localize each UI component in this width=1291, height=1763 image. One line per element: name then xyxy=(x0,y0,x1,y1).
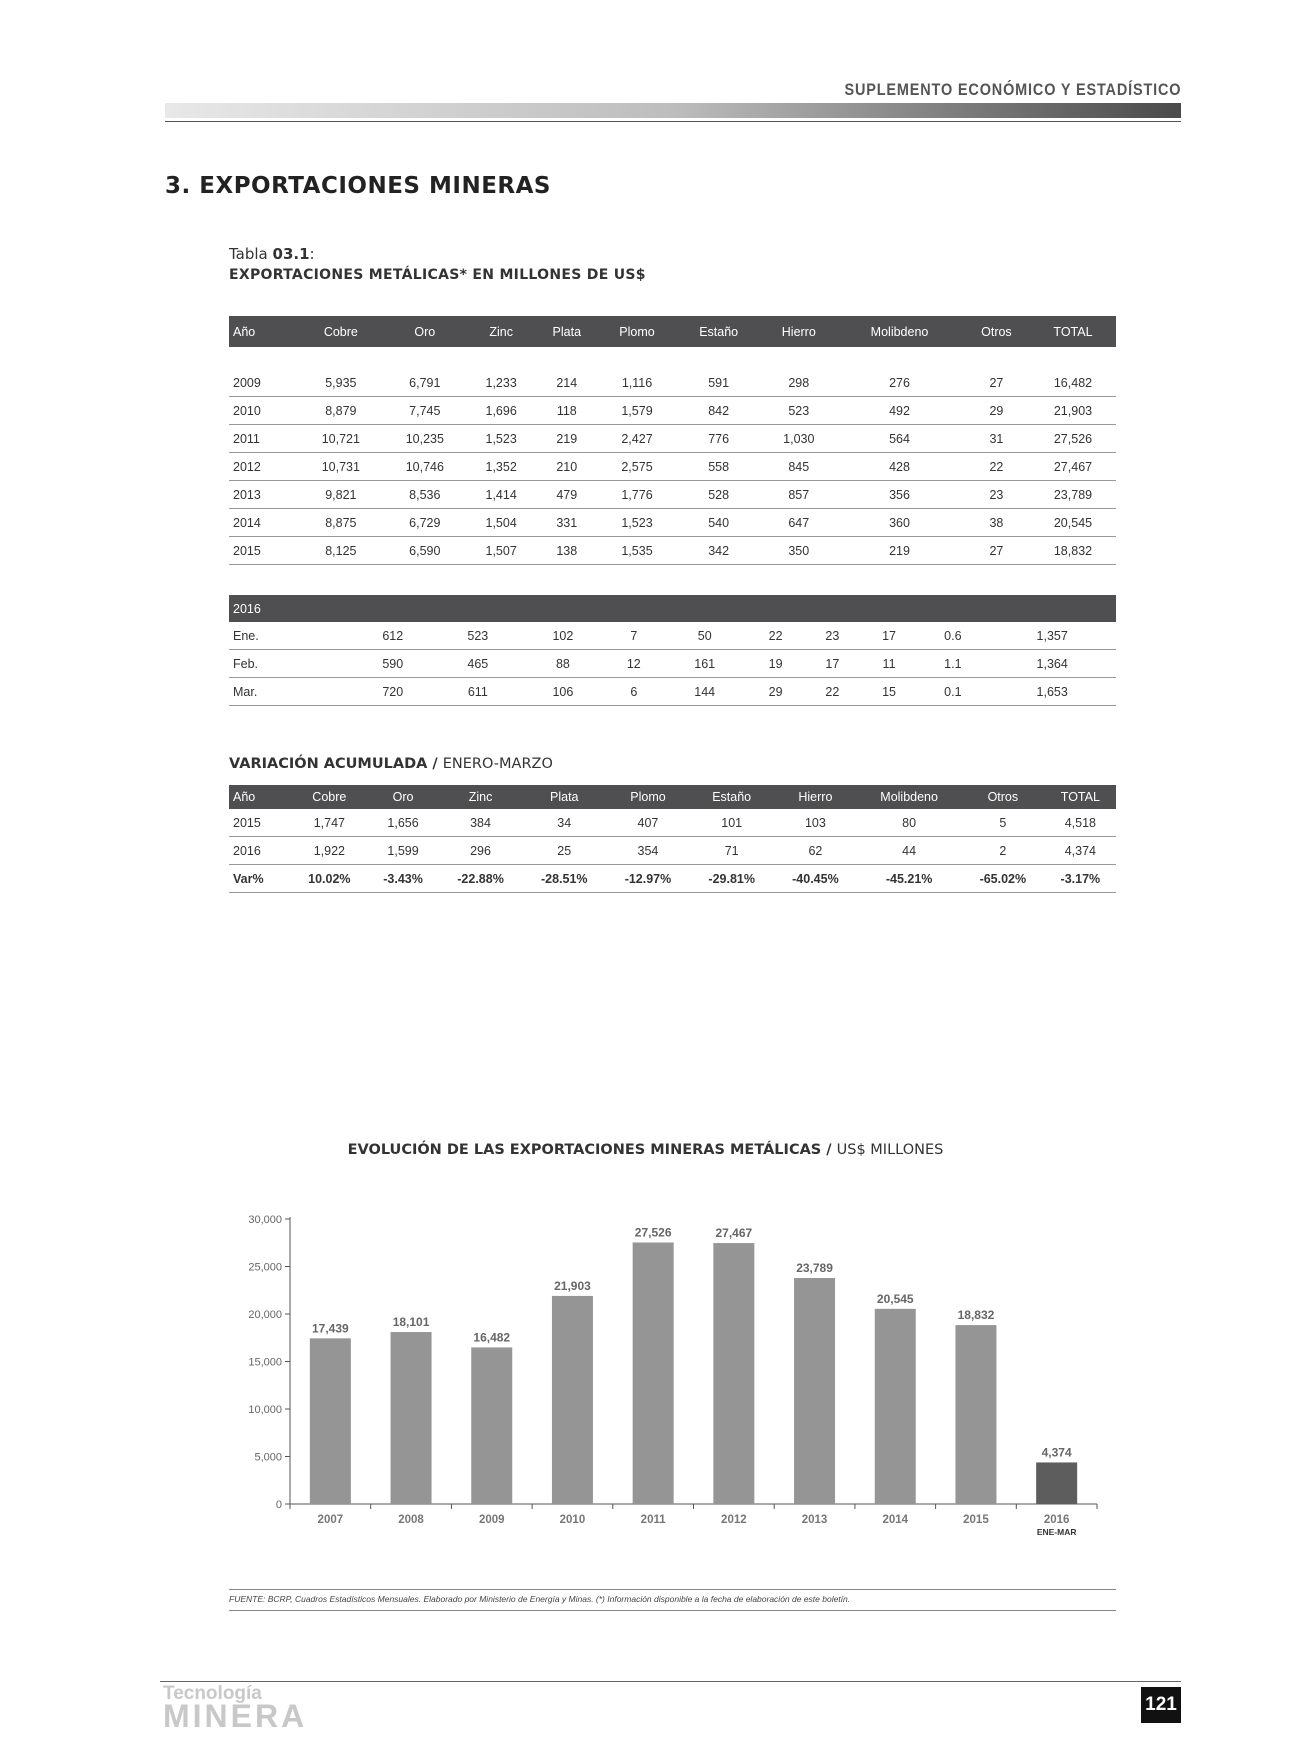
col-header: Año xyxy=(229,316,299,347)
row-label-cell: Var% xyxy=(229,865,291,893)
value-cell: 428 xyxy=(836,453,963,481)
table-row xyxy=(229,369,1116,397)
value-cell: -22.88% xyxy=(439,865,523,893)
bar xyxy=(633,1243,674,1504)
value-cell: 842 xyxy=(676,397,761,425)
value-cell: 1,352 xyxy=(467,453,536,481)
value-cell: 10,746 xyxy=(383,453,467,481)
x-tick-label: 2009 xyxy=(478,1514,505,1526)
x-tick-label: 2012 xyxy=(721,1514,747,1526)
value-cell: 23 xyxy=(963,481,1030,509)
bar xyxy=(794,1278,835,1504)
col-header: TOTAL xyxy=(1030,316,1116,347)
row-label-cell: 2015 xyxy=(229,537,299,565)
value-cell: 8,125 xyxy=(299,537,383,565)
value-cell: 6,791 xyxy=(383,369,467,397)
col-header: Zinc xyxy=(439,785,523,809)
value-cell: 62 xyxy=(774,837,858,865)
value-cell: 1.1 xyxy=(917,650,988,678)
chart-title-main: EVOLUCIÓN DE LAS EXPORTACIONES MINERAS METÁLICAS / xyxy=(347,1142,837,1158)
col-header: Otros xyxy=(963,316,1030,347)
table-row xyxy=(229,622,1116,650)
value-cell: 276 xyxy=(836,369,963,397)
value-cell: -3.17% xyxy=(1045,865,1116,893)
bar xyxy=(391,1332,432,1504)
row-label-cell: 2012 xyxy=(229,453,299,481)
value-cell: 350 xyxy=(761,537,836,565)
col-header: Año xyxy=(229,785,291,809)
value-cell: 8,875 xyxy=(299,509,383,537)
value-cell: 0.1 xyxy=(917,678,988,706)
table-row xyxy=(229,837,1116,865)
value-cell: 10,721 xyxy=(299,425,383,453)
value-cell: -12.97% xyxy=(606,865,690,893)
value-cell: 10.02% xyxy=(291,865,367,893)
value-cell: 612 xyxy=(350,622,435,650)
value-cell: 360 xyxy=(836,509,963,537)
value-cell: 4,374 xyxy=(1045,837,1116,865)
bar-value-label: 18,832 xyxy=(957,1308,995,1323)
value-cell: 11 xyxy=(861,650,918,678)
value-cell: 10,731 xyxy=(299,453,383,481)
value-cell: 21,903 xyxy=(1030,397,1116,425)
value-cell: 38 xyxy=(963,509,1030,537)
value-cell: 101 xyxy=(690,809,774,837)
exports-table xyxy=(229,316,1116,565)
value-cell: 1,696 xyxy=(467,397,536,425)
value-cell: 219 xyxy=(836,537,963,565)
row-label-cell: Feb. xyxy=(229,650,350,678)
bar xyxy=(310,1338,351,1504)
value-cell: 2 xyxy=(961,837,1045,865)
value-cell: 16,482 xyxy=(1030,369,1116,397)
value-cell: 1,535 xyxy=(598,537,676,565)
table-row xyxy=(229,481,1116,509)
row-label-cell: 2016 xyxy=(229,837,291,865)
table-title: EXPORTACIONES METÁLICAS* EN MILLONES DE US$ xyxy=(229,267,646,283)
value-cell: 29 xyxy=(747,678,804,706)
bar-value-label: 21,903 xyxy=(554,1278,591,1293)
value-cell: 18,832 xyxy=(1030,537,1116,565)
value-cell: 22 xyxy=(963,453,1030,481)
table-row xyxy=(229,425,1116,453)
value-cell: 523 xyxy=(435,622,520,650)
value-cell: 34 xyxy=(522,809,606,837)
value-cell: -29.81% xyxy=(690,865,774,893)
value-cell: 0.6 xyxy=(917,622,988,650)
value-cell: 44 xyxy=(857,837,961,865)
row-label-cell: Mar. xyxy=(229,678,350,706)
table-header-row xyxy=(229,595,1116,622)
value-cell: 6,590 xyxy=(383,537,467,565)
variation-title-main: VARIACIÓN ACUMULADA / xyxy=(229,756,443,772)
value-cell: 161 xyxy=(662,650,747,678)
value-cell: 1,579 xyxy=(598,397,676,425)
value-cell: 22 xyxy=(747,622,804,650)
value-cell: 354 xyxy=(606,837,690,865)
col-header: Estaño xyxy=(676,316,761,347)
x-tick-label: 2008 xyxy=(398,1514,424,1526)
value-cell: 528 xyxy=(676,481,761,509)
source-rule-top xyxy=(229,1589,1116,1590)
value-cell: 5 xyxy=(961,809,1045,837)
exports-bar-chart xyxy=(229,1200,1116,1545)
value-cell: -65.02% xyxy=(961,865,1045,893)
value-cell: 356 xyxy=(836,481,963,509)
value-cell: 776 xyxy=(676,425,761,453)
table-row xyxy=(229,397,1116,425)
table-row xyxy=(229,809,1116,837)
value-cell: 106 xyxy=(520,678,605,706)
value-cell: 27 xyxy=(963,369,1030,397)
y-tick-label: 30,000 xyxy=(248,1214,282,1226)
x-tick-label: 2011 xyxy=(640,1514,666,1526)
table-row xyxy=(229,537,1116,565)
value-cell: -3.43% xyxy=(367,865,438,893)
value-cell: 2,427 xyxy=(598,425,676,453)
value-cell: 20,545 xyxy=(1030,509,1116,537)
value-cell: 647 xyxy=(761,509,836,537)
value-cell: 540 xyxy=(676,509,761,537)
value-cell: 590 xyxy=(350,650,435,678)
value-cell: 19 xyxy=(747,650,804,678)
value-cell: 492 xyxy=(836,397,963,425)
row-label-cell: 2010 xyxy=(229,397,299,425)
value-cell: 27 xyxy=(963,537,1030,565)
value-cell: 214 xyxy=(536,369,599,397)
value-cell: 720 xyxy=(350,678,435,706)
y-tick-label: 0 xyxy=(275,1499,282,1511)
value-cell: 219 xyxy=(536,425,599,453)
bar-value-label: 16,482 xyxy=(473,1330,511,1345)
bar-value-label: 17,439 xyxy=(311,1321,349,1336)
header-rule xyxy=(165,121,1181,122)
row-label-cell: 2014 xyxy=(229,509,299,537)
value-cell: 144 xyxy=(662,678,747,706)
value-cell: 23 xyxy=(804,622,861,650)
value-cell: 102 xyxy=(520,622,605,650)
value-cell: 331 xyxy=(536,509,599,537)
value-cell: 591 xyxy=(676,369,761,397)
value-cell: 6,729 xyxy=(383,509,467,537)
value-cell: 80 xyxy=(857,809,961,837)
value-cell: 6 xyxy=(605,678,662,706)
x-tick-label: 2007 xyxy=(317,1514,344,1526)
monthly-2016-table xyxy=(229,595,1116,706)
value-cell: 298 xyxy=(761,369,836,397)
bar xyxy=(955,1325,996,1504)
value-cell: 296 xyxy=(439,837,523,865)
value-cell: 1,747 xyxy=(291,809,367,837)
value-cell: -40.45% xyxy=(774,865,858,893)
value-cell: 29 xyxy=(963,397,1030,425)
logo-line-2: MINERA xyxy=(163,1698,308,1734)
logo-line-1: Tecnología xyxy=(163,1683,262,1704)
x-tick-label: 2014 xyxy=(882,1514,909,1526)
value-cell: 25 xyxy=(522,837,606,865)
col-header: Cobre xyxy=(299,316,383,347)
value-cell: 1,656 xyxy=(367,809,438,837)
value-cell: 857 xyxy=(761,481,836,509)
col-header: TOTAL xyxy=(1045,785,1116,809)
value-cell: 9,821 xyxy=(299,481,383,509)
value-cell: 31 xyxy=(963,425,1030,453)
bar xyxy=(552,1296,593,1504)
header-gradient-bar xyxy=(165,103,1181,118)
bar-value-label: 18,101 xyxy=(392,1315,430,1330)
spacer-row xyxy=(229,347,1116,369)
col-header: Plomo xyxy=(606,785,690,809)
section-title: 3. EXPORTACIONES MINERAS xyxy=(165,173,551,199)
table-row xyxy=(229,453,1116,481)
table-label-prefix: Tabla xyxy=(229,245,273,263)
value-cell: 1,504 xyxy=(467,509,536,537)
value-cell: 1,776 xyxy=(598,481,676,509)
value-cell: 1,599 xyxy=(367,837,438,865)
value-cell: 4,518 xyxy=(1045,809,1116,837)
value-cell: 5,935 xyxy=(299,369,383,397)
value-cell: 22 xyxy=(804,678,861,706)
table-row xyxy=(229,509,1116,537)
x-tick-sublabel: ENE-MAR xyxy=(1036,1527,1077,1537)
table-row xyxy=(229,678,1116,706)
table-header-row xyxy=(229,316,1116,347)
value-cell: 27,526 xyxy=(1030,425,1116,453)
bar xyxy=(471,1347,512,1504)
y-tick-label: 20,000 xyxy=(248,1309,282,1321)
value-cell: 23,789 xyxy=(1030,481,1116,509)
value-cell: 1,922 xyxy=(291,837,367,865)
x-tick-label: 2013 xyxy=(801,1514,828,1526)
x-tick-label: 2015 xyxy=(963,1514,989,1526)
col-header: Estaño xyxy=(690,785,774,809)
x-tick-label: 2016 xyxy=(1043,1514,1070,1526)
value-cell: 71 xyxy=(690,837,774,865)
value-cell: 845 xyxy=(761,453,836,481)
value-cell: 88 xyxy=(520,650,605,678)
value-cell: 479 xyxy=(536,481,599,509)
running-header: SUPLEMENTO ECONÓMICO Y ESTADÍSTICO xyxy=(844,80,1181,99)
bar-value-label: 20,545 xyxy=(876,1291,914,1306)
source-note: FUENTE: BCRP, Cuadros Estadísticos Mensuales. Elaborado por Ministerio de Energía y Minas. (*) Información disponible a la fecha de elaboración de este boletín. xyxy=(229,1594,851,1604)
table-label-suffix: : xyxy=(309,245,315,263)
value-cell: 17 xyxy=(861,622,918,650)
col-header: Oro xyxy=(383,316,467,347)
bar xyxy=(713,1243,754,1504)
value-cell: 17 xyxy=(804,650,861,678)
source-rule-bottom xyxy=(229,1610,1116,1611)
year-header: 2016 xyxy=(229,595,1116,622)
value-cell: 210 xyxy=(536,453,599,481)
value-cell: 8,536 xyxy=(383,481,467,509)
value-cell: -45.21% xyxy=(857,865,961,893)
value-cell: 342 xyxy=(676,537,761,565)
value-cell: 1,653 xyxy=(988,678,1116,706)
y-tick-label: 25,000 xyxy=(248,1261,282,1274)
value-cell: 1,233 xyxy=(467,369,536,397)
value-cell: 558 xyxy=(676,453,761,481)
value-cell: 1,357 xyxy=(988,622,1116,650)
publication-logo xyxy=(163,1684,307,1732)
row-label-cell: 2009 xyxy=(229,369,299,397)
value-cell: 384 xyxy=(439,809,523,837)
footer-rule xyxy=(160,1681,1181,1682)
col-header: Hierro xyxy=(774,785,858,809)
row-label-cell: Ene. xyxy=(229,622,350,650)
row-label-cell: 2015 xyxy=(229,809,291,837)
variation-percent-row xyxy=(229,865,1116,893)
col-header: Molibdeno xyxy=(857,785,961,809)
col-header: Oro xyxy=(367,785,438,809)
value-cell: 1,116 xyxy=(598,369,676,397)
row-label-cell: 2013 xyxy=(229,481,299,509)
table-header-row xyxy=(229,785,1116,809)
y-tick-label: 10,000 xyxy=(248,1404,282,1416)
row-label-cell: 2011 xyxy=(229,425,299,453)
col-header: Plata xyxy=(522,785,606,809)
value-cell: 611 xyxy=(435,678,520,706)
bar xyxy=(1036,1462,1077,1504)
value-cell: 1,414 xyxy=(467,481,536,509)
bar-value-label: 23,789 xyxy=(796,1261,833,1276)
page-number: 121 xyxy=(1141,1687,1181,1723)
value-cell: 103 xyxy=(774,809,858,837)
value-cell: 1,364 xyxy=(988,650,1116,678)
value-cell: 7,745 xyxy=(383,397,467,425)
value-cell: 10,235 xyxy=(383,425,467,453)
value-cell: 564 xyxy=(836,425,963,453)
y-tick-label: 15,000 xyxy=(248,1356,282,1369)
value-cell: 523 xyxy=(761,397,836,425)
col-header: Molibdeno xyxy=(836,316,963,347)
bar-value-label: 4,374 xyxy=(1041,1445,1072,1460)
variation-title xyxy=(229,756,553,772)
col-header: Hierro xyxy=(761,316,836,347)
value-cell: 8,879 xyxy=(299,397,383,425)
value-cell: 15 xyxy=(861,678,918,706)
col-header: Zinc xyxy=(467,316,536,347)
value-cell: 1,507 xyxy=(467,537,536,565)
chart-title xyxy=(0,1142,1291,1158)
value-cell: 27,467 xyxy=(1030,453,1116,481)
value-cell: 1,523 xyxy=(598,509,676,537)
col-header: Otros xyxy=(961,785,1045,809)
value-cell: 138 xyxy=(536,537,599,565)
value-cell: 465 xyxy=(435,650,520,678)
value-cell: -28.51% xyxy=(522,865,606,893)
variation-table xyxy=(229,785,1116,893)
bar xyxy=(875,1309,916,1504)
value-cell: 118 xyxy=(536,397,599,425)
bar-value-label: 27,526 xyxy=(634,1225,672,1240)
value-cell: 1,030 xyxy=(761,425,836,453)
chart-title-sub: US$ MILLONES xyxy=(836,1142,944,1158)
value-cell: 12 xyxy=(605,650,662,678)
x-tick-label: 2010 xyxy=(559,1514,586,1526)
bar-value-label: 27,467 xyxy=(715,1226,753,1241)
value-cell: 50 xyxy=(662,622,747,650)
value-cell: 2,575 xyxy=(598,453,676,481)
col-header: Plomo xyxy=(598,316,676,347)
table-row xyxy=(229,650,1116,678)
table-label xyxy=(229,245,315,263)
value-cell: 407 xyxy=(606,809,690,837)
col-header: Cobre xyxy=(291,785,367,809)
value-cell: 7 xyxy=(605,622,662,650)
table-label-number: 03.1 xyxy=(272,245,310,263)
variation-title-sub: ENERO-MARZO xyxy=(442,756,553,772)
y-tick-label: 5,000 xyxy=(254,1451,282,1464)
value-cell: 1,523 xyxy=(467,425,536,453)
col-header: Plata xyxy=(536,316,599,347)
